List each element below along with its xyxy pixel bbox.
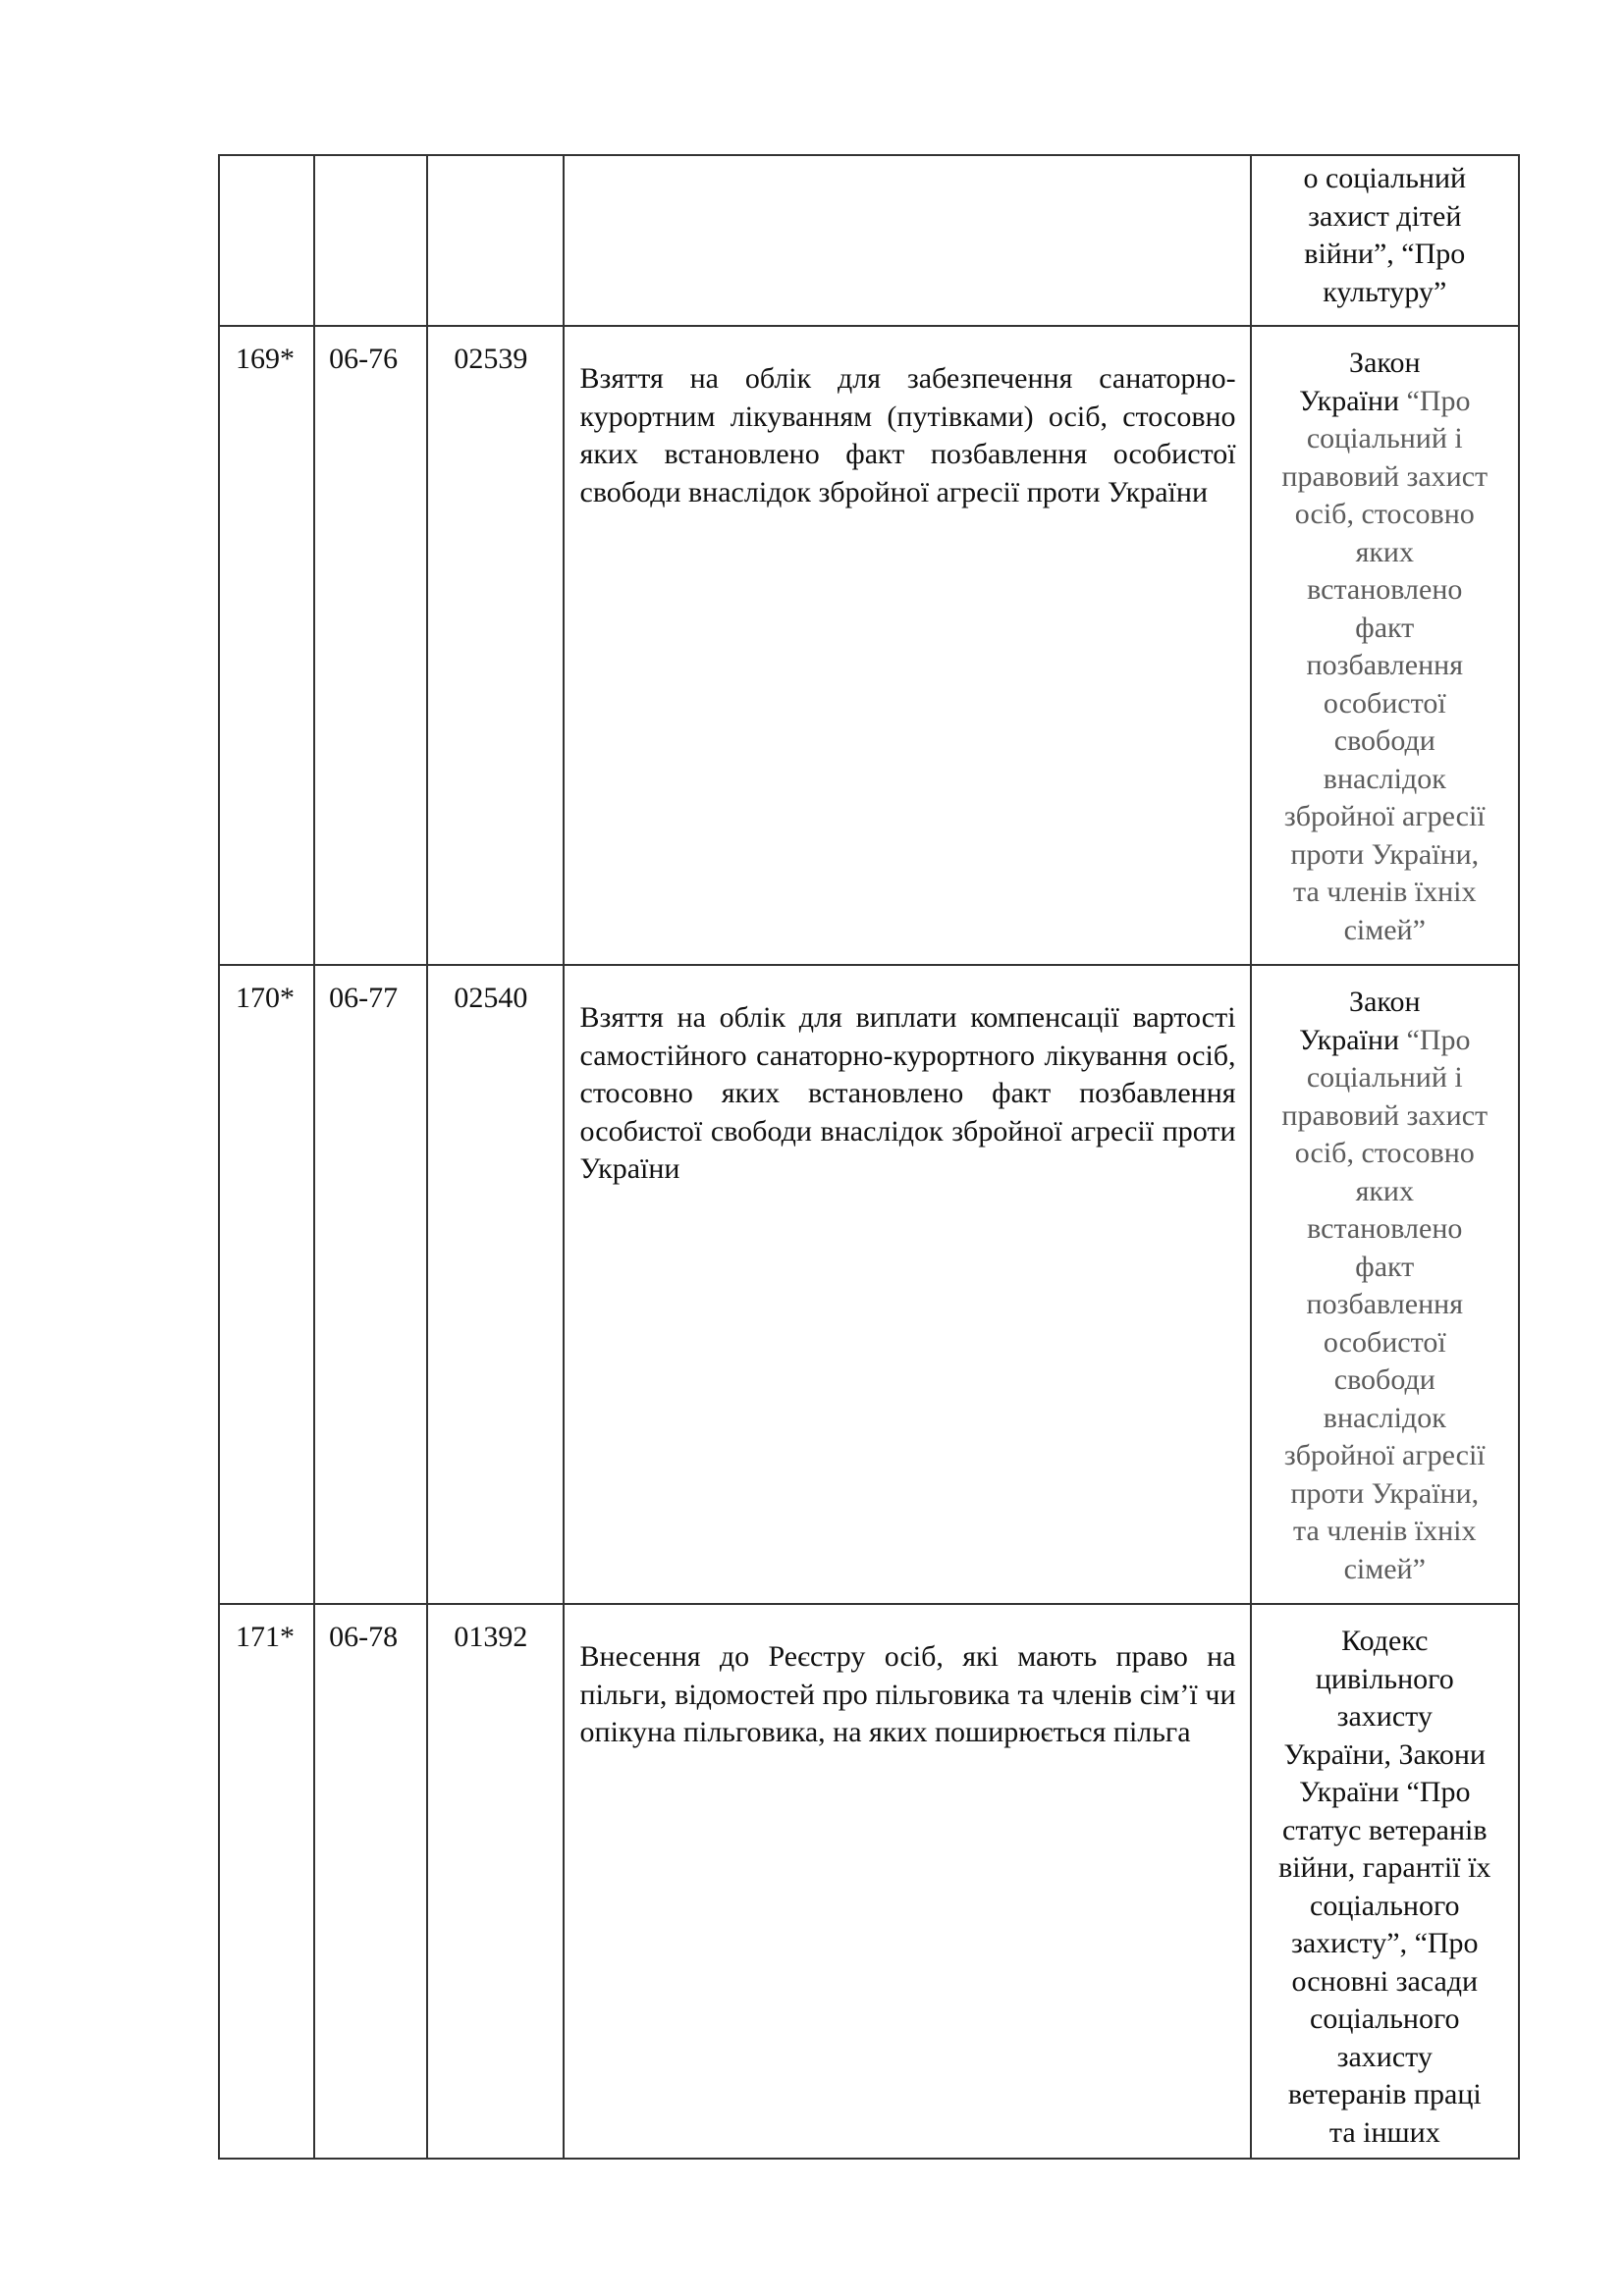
services-table [218, 154, 1520, 2160]
legal-basis [1251, 155, 1519, 326]
service-description-text: Внесення до Реєстру осіб, які мають право на пільги, відомостей про пільговика та членів сім’ї чи опікуна пільговика, на яких поширюється пільга [579, 1640, 1236, 1748]
service-code: 06-77 [314, 965, 427, 1604]
service-code [314, 155, 427, 326]
service-description-text: Взяття на облік для забезпечення санаторно-курортним лікуванням (путівками) осіб, стосовно яких встановлено факт позбавлення особистої свободи внаслідок збройної агресії проти України [579, 362, 1236, 508]
legal-basis-text: Кодекс цивільного захисту України, Закони України “Про статус ветеранів війни, гарантії їх соціального захисту”, “Про основні засади соціального захисту ветеранів праці та інших [1278, 1625, 1491, 2149]
legal-basis [1251, 1604, 1519, 2159]
legal-basis-text: Закон України [1299, 347, 1421, 417]
service-description [564, 326, 1251, 965]
service-description-text: Взяття на облік для виплати компенсації вартості самостійного санаторно-курортного лікування осіб, стосовно яких встановлено факт позбавлення особистої свободи внаслідок збройної агресії проти України [579, 1001, 1236, 1185]
service-code: 06-76 [314, 326, 427, 965]
table-row [219, 155, 1519, 326]
service-id: 02540 [427, 965, 563, 1604]
table-row [219, 326, 1519, 965]
service-code: 06-78 [314, 1604, 427, 2159]
row-number [219, 155, 314, 326]
row-number: 170* [219, 965, 314, 1604]
row-number: 169* [219, 326, 314, 965]
service-id: 01392 [427, 1604, 563, 2159]
service-description [564, 1604, 1251, 2159]
table-row [219, 1604, 1519, 2159]
legal-basis-grey-text: “Про соціальний і правовий захист осіб, стосовно яких встановлено факт позбавлення особистої свободи внаслідок збройної агресії проти України, та членів їхніх сімей” [1281, 384, 1489, 946]
legal-basis [1251, 326, 1519, 965]
legal-basis-text: Закон України [1299, 986, 1421, 1056]
row-number: 171* [219, 1604, 314, 2159]
legal-basis [1251, 965, 1519, 1604]
service-description [564, 965, 1251, 1604]
service-id: 02539 [427, 326, 563, 965]
table-row [219, 965, 1519, 1604]
legal-basis-text: о соціальний захист дітей війни”, “Про культуру” [1303, 162, 1467, 308]
service-id [427, 155, 563, 326]
legal-basis-grey-text: “Про соціальний і правовий захист осіб, стосовно яких встановлено факт позбавлення особистої свободи внаслідок збройної агресії проти України, та членів їхніх сімей” [1281, 1023, 1489, 1585]
service-description [564, 155, 1251, 326]
